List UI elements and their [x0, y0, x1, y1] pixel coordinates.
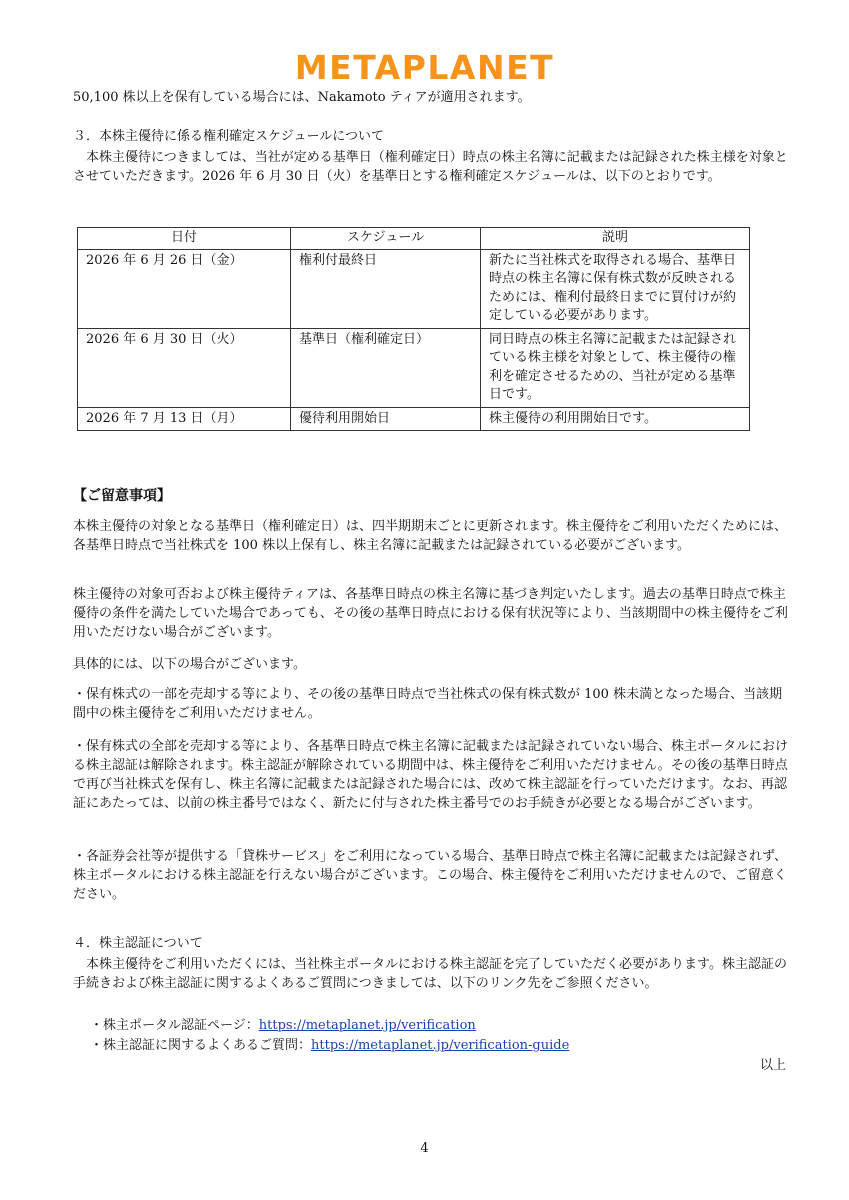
section4-body: 本株主優待をご利用いただくには、当社株主ポータルにおける株主認証を完了していただく必要があります。株主認証の手続きおよび株主認証に関するよくあるご質問につきましては、以下のリンク先をご参照ください。: [73, 957, 787, 991]
table-row: [78, 407, 750, 431]
notes-paragraph-1: 本株主優待の対象となる基準日（権利確定日）は、四半期期末ごとに更新されます。株主優待をご利用いただくためには、各基準日時点で当社株式を 100 株以上保有し、株主名簿に記載または記録されている必要がございます。: [73, 519, 787, 553]
notes-heading: 【ご留意事項】: [73, 488, 171, 504]
notes-paragraph-2: 株主優待の対象可否および株主優待ティアは、各基準日時点の株主名簿に基づき判定いたします。過去の基準日時点で株主優待の条件を満たしていた場合であっても、その後の基準日時点における保有状況等により、当該期間中の株主優待をご利用いただけない場合がございます。: [73, 587, 788, 640]
section4-title: ４．株主認証について: [73, 936, 203, 951]
verification-guide-link-line: [90, 1036, 569, 1055]
notes-paragraph-3: 具体的には、以下の場合がございます。: [73, 657, 306, 672]
cell-description: 株主優待の利用開始日です。: [481, 407, 750, 431]
verification-link-label: ・株主ポータル認証ページ：: [90, 1018, 259, 1033]
section3-title: ３．本株主優待に係る権利確定スケジュールについて: [73, 129, 384, 144]
cell-schedule: 基準日（権利確定日）: [291, 328, 481, 407]
cell-description: 同日時点の株主名簿に記載または記録されている株主様を対象として、株主優待の権利を確定させるための、当社が定める基準日です。: [481, 328, 750, 407]
table-row: [78, 328, 750, 407]
notes-bullet-3: ・各証券会社等が提供する「貸株サービス」をご利用になっている場合、基準日時点で株主名簿に記載または記録されず、株主ポータルにおける株主認証を行えない場合がございます。この場合、株主優待をご利用いただけませんので、ご留意ください。: [73, 849, 787, 902]
cell-date: 2026 年 6 月 26 日（金）: [78, 249, 291, 328]
schedule-table: [77, 227, 750, 431]
cell-schedule: 優待利用開始日: [291, 407, 481, 431]
verification-guide-link-label: ・株主認証に関するよくあるご質問：: [90, 1038, 312, 1053]
verification-link[interactable]: https://metaplanet.jp/verification: [258, 1018, 476, 1033]
cell-date: 2026 年 7 月 13 日（月）: [78, 407, 291, 431]
page-number: 4: [420, 1141, 429, 1156]
col-header-description: 説明: [481, 228, 750, 250]
cell-schedule: 権利付最終日: [291, 249, 481, 328]
cell-description: 新たに当社株式を取得される場合、基準日時点の株主名簿に保有株式数が反映されるためには、権利付最終日までに買付けが約定している必要があります。: [481, 249, 750, 328]
cell-date: 2026 年 6 月 30 日（火）: [78, 328, 291, 407]
notes-bullet-1: ・保有株式の一部を売却する等により、その後の基準日時点で当社株式の保有株式数が 100 株未満となった場合、当該期間中の株主優待をご利用いただけません。: [73, 687, 783, 721]
notes-bullet-2: ・保有株式の全部を売却する等により、各基準日時点で株主名簿に記載または記録されていない場合、株主ポータルにおける株主認証は解除されます。株主認証が解除されている期間中は、株主優待をご利用いただけません。その後の基準日時点で再び当社株式を保有し、株主名簿に記載または記録された場合には、改めて株主認証を行っていただけます。なお、再認証にあたっては、以前の株主番号ではなく、新たに付与された株主番号でのお手続きが必要となる場合がございます。: [73, 739, 789, 811]
col-header-schedule: スケジュール: [291, 228, 481, 250]
verification-link-line: [90, 1016, 476, 1035]
metaplanet-logo: METAPLANET: [294, 48, 555, 87]
verification-guide-link[interactable]: https://metaplanet.jp/verification-guide: [311, 1038, 570, 1053]
table-row: [78, 249, 750, 328]
section3-body: 本株主優待につきましては、当社が定める基準日（権利確定日）時点の株主名簿に記載または記録された株主様を対象とさせていただきます。2026 年 6 月 30 日（火）を基準日とする権利確定スケジュールは、以下のとおりです。: [73, 150, 788, 184]
col-header-date: 日付: [78, 228, 291, 250]
intro-line: 50,100 株以上を保有している場合には、Nakamoto ティアが適用されます。: [73, 90, 531, 105]
table-header-row: [78, 228, 750, 250]
closing-mark: 以上: [759, 1058, 786, 1073]
